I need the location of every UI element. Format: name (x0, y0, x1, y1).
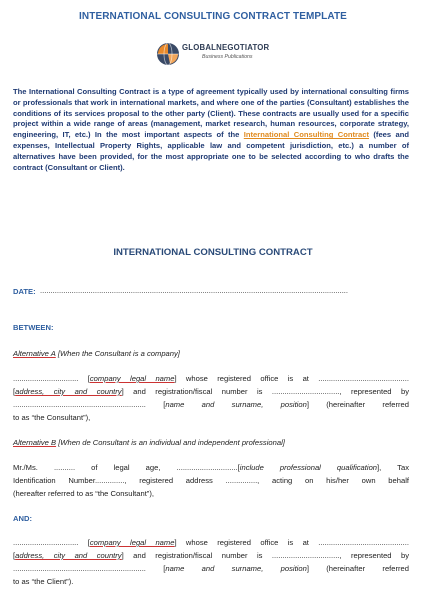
alt-b-label: Alternative B (13, 438, 57, 447)
date-label: DATE: (13, 287, 36, 296)
alt-a-line-2: [address, city and country] and registration/fiscal number is ................................, represented by (13, 387, 409, 396)
logo-tagline: Business Publications (202, 54, 253, 60)
alt-a-label: Alternative A (13, 349, 56, 358)
and-label: AND: (13, 514, 32, 523)
logo-name: GLOBALNEGOTIATOR (182, 43, 270, 52)
alt-a-condition: [When the Consultant is a company] (57, 349, 180, 358)
section-title: INTERNATIONAL CONSULTING CONTRACT (113, 247, 313, 258)
date-field[interactable]: .................................................................................................................................................. (40, 286, 349, 295)
between-label: BETWEEN: (13, 323, 54, 332)
client-line-1: ............................... [company legal name] whose registered office is at ........................................... (13, 538, 409, 547)
alt-b-line-3: (hereafter referred to as “the Consultant”), (13, 489, 154, 498)
alt-a-line-4: to as “the Consultant”), (13, 413, 91, 422)
client-line-2: [address, city and country] and registration/fiscal number is ................................, represented by (13, 551, 409, 560)
alt-b-condition: [When de Consultant is an individual and independent professional] (58, 438, 285, 447)
intro-paragraph (13, 87, 409, 173)
document-title: INTERNATIONAL CONSULTING CONTRACT TEMPLATE (79, 11, 347, 22)
intro-highlight: International Consulting Contract (243, 130, 369, 140)
globe-icon (156, 42, 180, 66)
globalnegotiator-logo (154, 40, 284, 70)
alt-a-line-3: ............................................................... [name and surname, position] (hereinafter referred (13, 400, 410, 409)
alt-b-line-1: Mr./Ms. .......... of legal age, .............................[include professional qualification], Tax (13, 463, 409, 472)
alt-a-heading (13, 348, 409, 359)
intro-text-2: (fees and expenses, Intellectual Property Rights, applicable law and competent jurisdiction, etc.) a number of alternatives have been provided, for the most appropriate one to be selected according to who drafts the contract (Consultant or Client). (13, 130, 410, 172)
alt-b-line-2: Identification Number.............., registered address ..............., acting on his/her own behalf (13, 476, 409, 485)
intro-text-1: The International Consulting Contract is a type of agreement typically used by international consulting firms or professionals that work in international markets, and where one of the parties (Consultant) establishes the conditions of its services proposal to the other party (Client). These contracts are usually used for a specific project within a wide range of areas (management, market research, human resources, corporate strategy, engineering, IT, etc.) In the most important aspects of the (13, 87, 409, 140)
client-line-4: to as “the Client”). (13, 577, 74, 586)
alt-b-heading (13, 437, 409, 448)
client-line-3: ............................................................... [name and surname, position] (hereinafter referred (13, 564, 410, 573)
alt-a-line-1: ............................... [company legal name] whose registered office is at ........................................... (13, 374, 409, 383)
